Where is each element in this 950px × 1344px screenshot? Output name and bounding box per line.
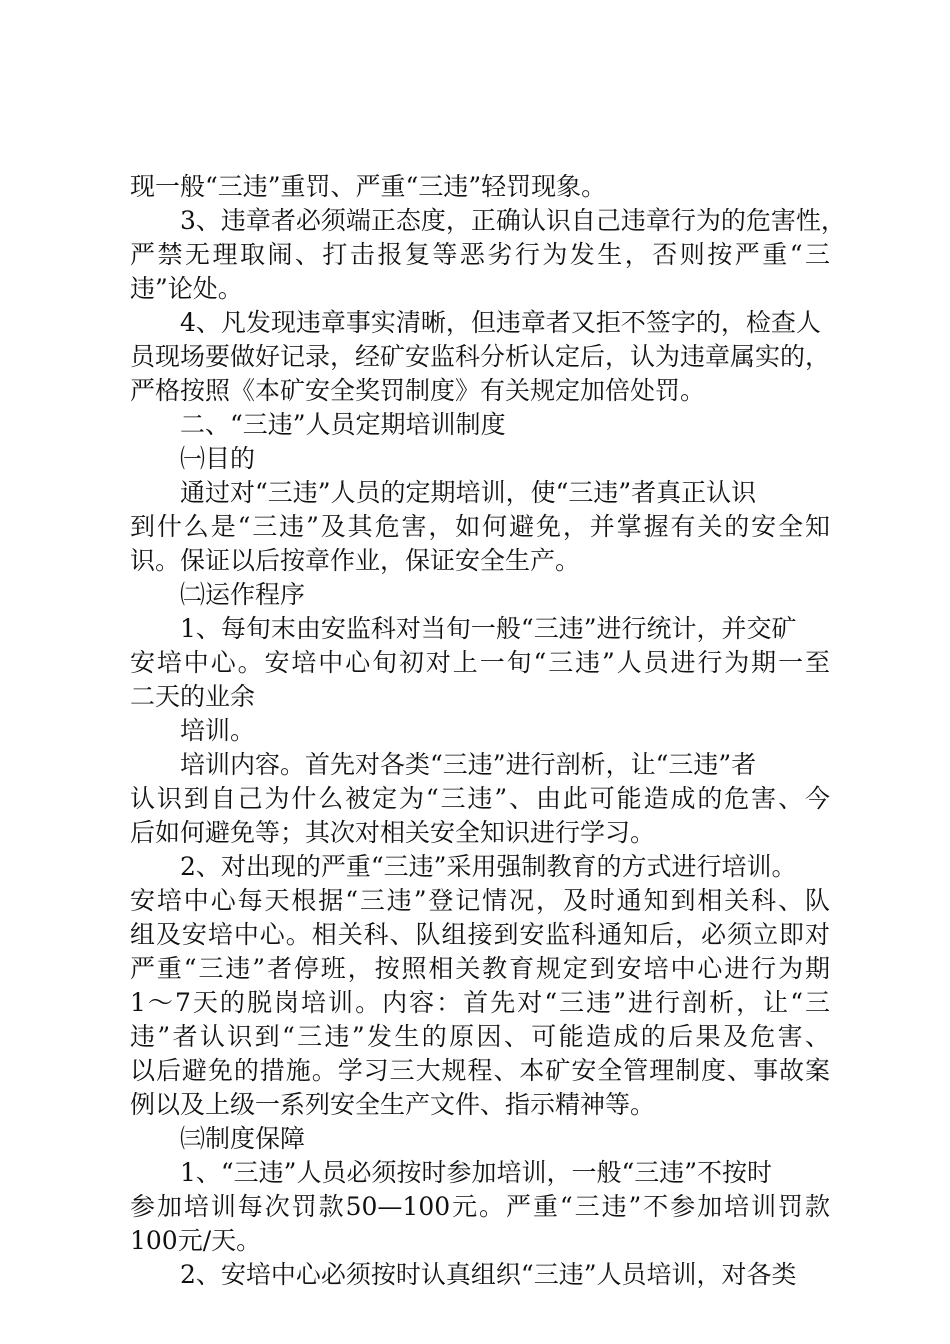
- text-line-4: 违”论处。: [130, 274, 243, 303]
- section-heading-2: 二、“三违”人员定期培训制度: [180, 410, 506, 439]
- text-line-31: 参加培训每次罚款50—100元。严重“三违”不参加培训罚款: [130, 1192, 830, 1221]
- text-line-22: 安培中心每天根据“三违”登记情况，及时通知到相关科、队: [130, 886, 830, 915]
- text-line-1: 现一般“三违”重罚、严重“三违”轻罚现象。: [130, 172, 607, 201]
- text-line-11: 到什么是“三违”及其危害，如何避免，并掌握有关的安全知: [130, 512, 830, 541]
- text-line-5: 4、凡发现违章事实清晰，但违章者又拒不签字的，检查人: [180, 308, 821, 337]
- text-line-25: 1～7天的脱岗培训。内容：首先对“三违”进行剖析，让“三: [130, 988, 830, 1017]
- document-page: [130, 170, 846, 1292]
- text-line-26: 违”者认识到“三违”发生的原因、可能造成的后果及危害、: [130, 1022, 830, 1051]
- subsection-heading-procedure: ㈡运作程序: [180, 580, 306, 609]
- text-line-6: 员现场要做好记录，经矿安监科分析认定后，认为违章属实的，: [130, 342, 831, 371]
- text-line-30: 1、“三违”人员必须按时参加培训，一般“三违”不按时: [180, 1158, 773, 1187]
- text-line-20: 后如何避免等；其次对相关安全知识进行学习。: [130, 818, 656, 847]
- text-line-32: 100元/天。: [130, 1226, 262, 1255]
- text-line-33: 2、安培中心必须按时认真组织“三违”人员培训，对各类: [180, 1260, 797, 1289]
- text-line-17: 培训。: [180, 716, 256, 745]
- text-line-24: 严重“三违”者停班，按照相关教育规定到安培中心进行为期: [130, 954, 830, 983]
- text-line-3: 严禁无理取闹、打击报复等恶劣行为发生，否则按严重“三: [130, 240, 830, 269]
- text-line-18: 培训内容。首先对各类“三违”进行剖析，让“三违”者: [180, 750, 757, 779]
- subsection-heading-purpose: ㈠目的: [180, 444, 256, 473]
- text-line-15: 安培中心。安培中心旬初对上一旬“三违”人员进行为期一至: [130, 648, 830, 677]
- text-line-23: 组及安培中心。相关科、队组接到安监科通知后，必须立即对: [130, 920, 830, 949]
- text-line-10: 通过对“三违”人员的定期培训，使“三违”者真正认识: [180, 478, 757, 507]
- text-line-16: 二天的业余: [130, 682, 256, 711]
- text-line-2: 3、违章者必须端正态度，正确认识自己违章行为的危害性，: [180, 206, 846, 235]
- text-line-14: 1、每旬末由安监科对当旬一般“三违”进行统计，并交矿: [180, 614, 797, 643]
- text-line-19: 认识到自己为什么被定为“三违”、由此可能造成的危害、今: [130, 784, 830, 813]
- text-line-28: 例以及上级一系列安全生产文件、指示精神等。: [130, 1090, 656, 1119]
- subsection-heading-guarantee: ㈢制度保障: [180, 1124, 306, 1153]
- text-line-27: 以后避免的措施。学习三大规程、本矿安全管理制度、事故案: [130, 1056, 830, 1085]
- text-line-21: 2、对出现的严重“三违”采用强制教育的方式进行培训。: [180, 852, 797, 881]
- text-line-12: 识。保证以后按章作业，保证安全生产。: [130, 546, 581, 575]
- text-line-7: 严格按照《本矿安全奖罚制度》有关规定加倍处罚。: [130, 376, 706, 405]
